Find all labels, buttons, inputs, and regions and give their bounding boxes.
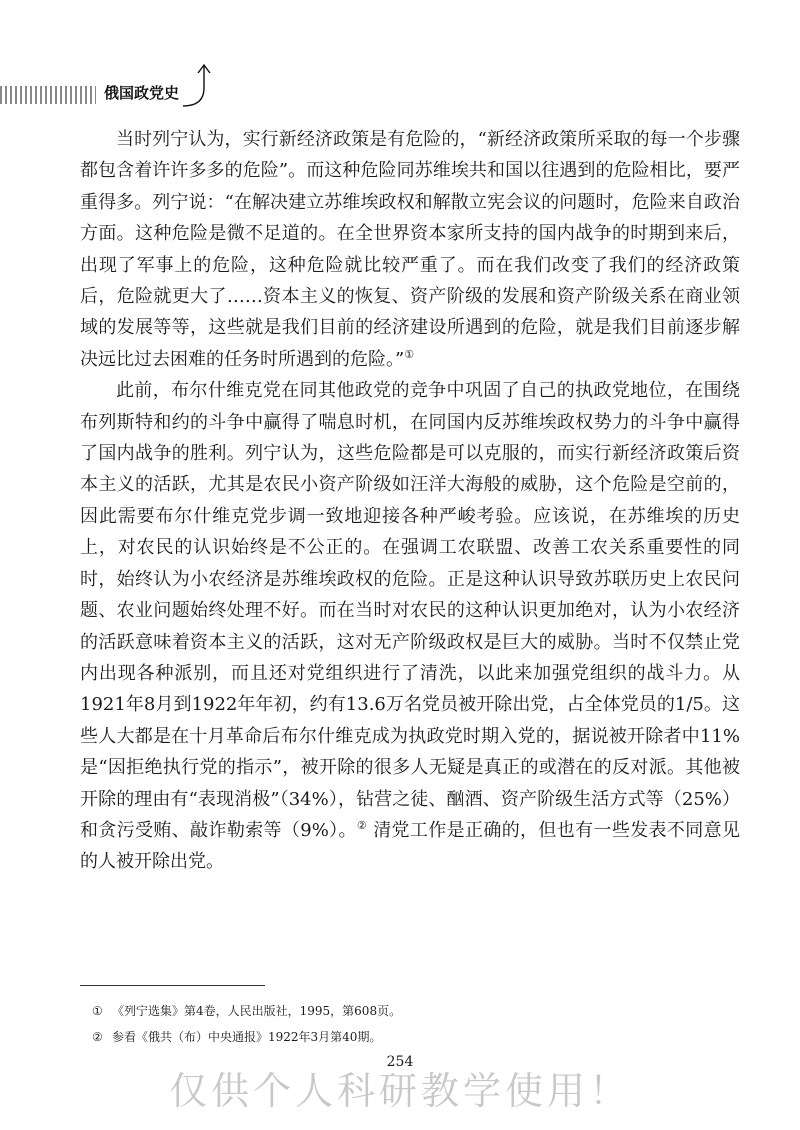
- footnote-2: [92, 1024, 732, 1050]
- paragraph-2-text-end: 清党工作是正确的，但也有一些发表不同意见的人被开除出党。: [80, 819, 740, 873]
- footnote-2-mark: ②: [92, 1030, 103, 1044]
- footnotes: [92, 998, 732, 1050]
- footnote-ref-1[interactable]: ①: [404, 347, 415, 361]
- paragraph-2: [80, 375, 740, 878]
- footnote-1: [92, 998, 732, 1024]
- running-head: [0, 60, 230, 108]
- watermark: 仅供个人科研教学使用！: [168, 1069, 631, 1113]
- paragraph-2-text: 此前，布尔什维克党在同其他政党的竞争中巩固了自己的执政党地位，在围绕布列斯特和约的斗争中赢得了喘息时机，在同国内反苏维埃政权势力的斗争中赢得了国内战争的胜利。列宁认为，这些危险都是可以克服的，而实行新经济政策后资本主义的活跃，尤其是农民小资产阶级如汪洋大海般的威胁，这个危险是空前的，因此需要布尔什维克党步调一致地迎接各种严峻考验。应该说，在苏维埃的历史上，对农民的认识始终是不公正的。在强调工农联盟、改善工农关系重要性的同时，始终认为小农经济是苏维埃政权的危险。正是这种认识导致苏联历史上农民问题、农业问题始终处理不好。而在当时对农民的这种认识更加绝对，认为小农经济的活跃意味着资本主义的活跃，这对无产阶级政权是巨大的威胁。当时不仅禁止党内出现各种派别，而且还对党组织进行了清洗，以此来加强党组织的战斗力。从1921年8月到1922年年初，约有13.6万名党员被开除出党，占全体党员的1/5。这些人大都是在十月革命后布尔什维克成为执政党时期入党的，据说被开除者中11%是“因拒绝执行党的指示”，被开除的很多人无疑是真正的或潜在的反对派。其他被开除的理由有“表现消极”（34%），钻营之徒、酗酒、资产阶级生活方式等（25%）和贪污受贿、敲诈勒索等（9%）。: [80, 380, 740, 841]
- paragraph-1-text: 当时列宁认为，实行新经济政策是有危险的，“新经济政策所采取的每一个步骤都包含着许许多多的危险”。而这种危险同苏维埃共和国以往遇到的危险相比，要严重得多。列宁说：“在解决建立苏维埃政权和解散立宪会议的问题时，危险来自政治方面。这种危险是微不足道的。在全世界资本家所支持的国内战争的时期到来后，出现了军事上的危险，这种危险就比较严重了。而在我们改变了我们的经济政策后，危险就更大了……资本主义的恢复、资产阶级的发展和资产阶级关系在商业领域的发展等等，这些就是我们目前的经济建设所遇到的危险，就是我们目前逐步解决远比过去困难的任务时所遇到的危险。”: [80, 129, 740, 370]
- page-number: 254: [386, 1054, 414, 1070]
- body-text: [80, 124, 740, 878]
- up-arrow-icon: [180, 62, 220, 108]
- footnote-1-text: 《列宁选集》第4卷，人民出版社，1995，第608页。: [112, 1004, 402, 1018]
- footnote-1-mark: ①: [92, 1004, 103, 1018]
- running-head-title: 俄国政党史: [104, 84, 180, 102]
- footnote-ref-2[interactable]: ②: [356, 818, 368, 832]
- paragraph-1: [80, 124, 740, 375]
- footnote-2-text: 参看《俄共（布）中央通报》1922年3月第40期。: [112, 1030, 382, 1044]
- footnote-divider: [80, 985, 265, 986]
- header-hatch-decoration: [0, 86, 96, 104]
